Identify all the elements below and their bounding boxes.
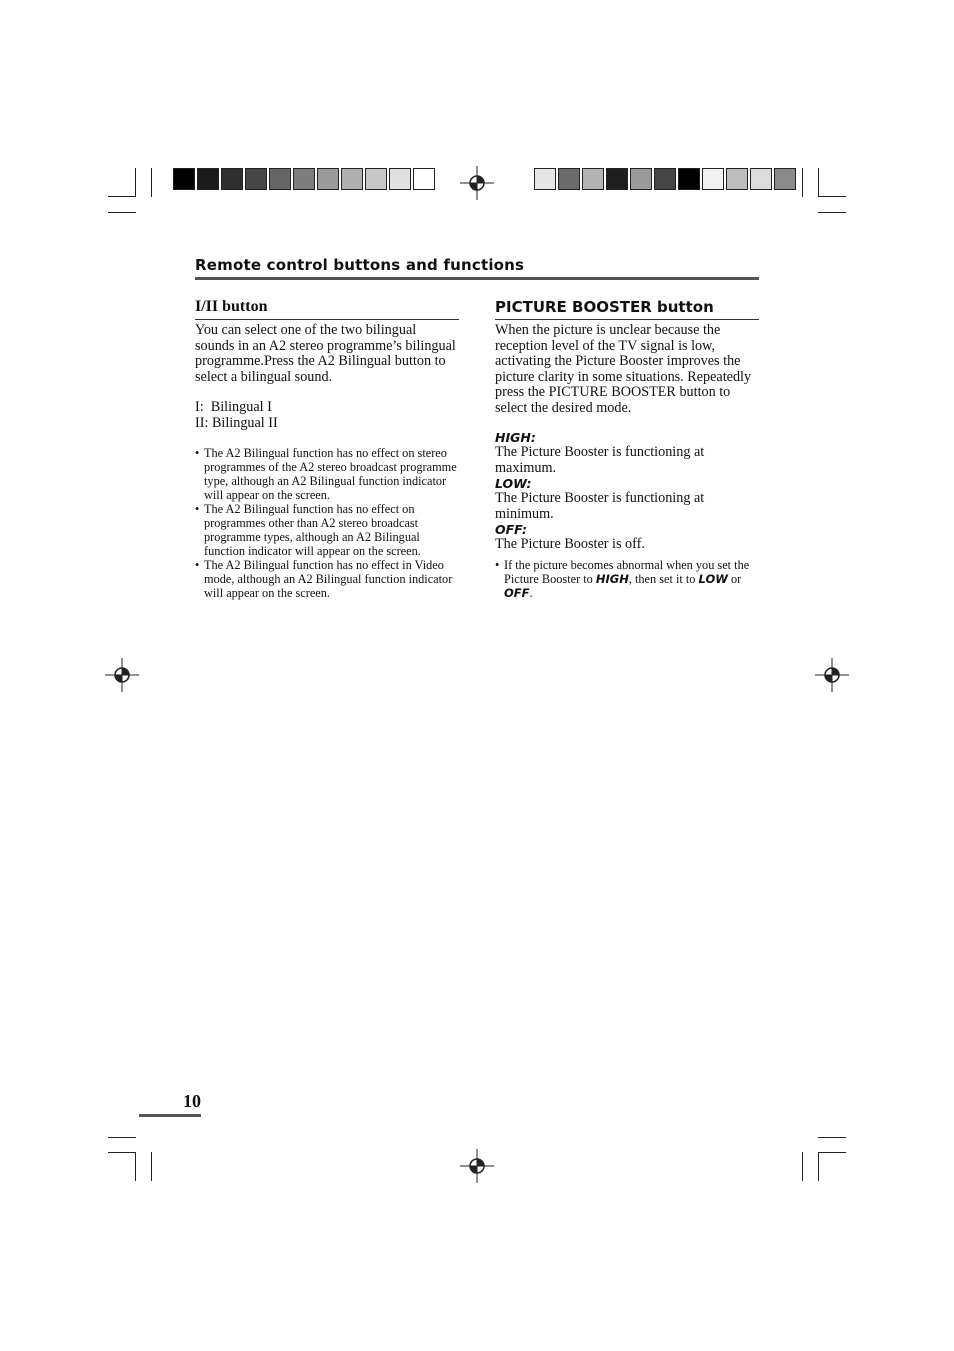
calibration-strip-left [173,168,437,191]
color-swatch [726,168,748,190]
i-ii-intro: You can select one of the two bilingual sounds in an A2 stereo programme’s bilingual programme.Press the A2 Bilingual button to select a bilingual sound. [195,322,456,385]
color-swatch [606,168,628,190]
note-text: or [727,571,742,586]
color-swatch [413,168,435,190]
booster-notes [495,558,757,600]
registration-mark-icon [460,166,494,200]
page-number: 10 [139,1091,201,1117]
option-high-desc: The Picture Booster is functioning at maximum. [495,444,705,476]
note-text: , then set it to [628,571,699,586]
color-swatch [341,168,363,190]
color-swatch [630,168,652,190]
color-swatch [389,168,411,190]
color-swatch [221,168,243,190]
color-swatch [293,168,315,190]
color-swatch [365,168,387,190]
color-swatch [173,168,195,190]
note-text: . [529,585,533,600]
mode-bilingual-1: I: Bilingual I [195,399,272,415]
option-high-term: HIGH: [495,430,536,445]
note-item [495,558,757,600]
color-swatch [558,168,580,190]
color-swatch [582,168,604,190]
color-swatch [702,168,724,190]
note-term-low: LOW [698,571,728,586]
bilingual-modes [195,400,457,431]
picture-booster-heading: PICTURE BOOSTER button [495,298,759,320]
right-column [495,323,757,600]
option-low-desc: The Picture Booster is functioning at minimum. [495,490,705,522]
color-swatch [654,168,676,190]
section-title: Remote control buttons and functions [195,256,759,280]
color-swatch [534,168,556,190]
note-term-off: OFF [504,585,530,600]
color-swatch [774,168,796,190]
i-ii-notes [195,446,457,600]
option-low-term: LOW: [495,476,532,491]
color-swatch [245,168,267,190]
calibration-strip-right [534,168,798,191]
registration-mark-icon [105,658,139,692]
note-item: • The A2 Bilingual function has no effect in Video mode, although an A2 Bilingual function indicator will appear on the screen. [195,558,457,600]
i-ii-button-heading: I/II button [195,298,459,320]
note-item: • The A2 Bilingual function has no effect on programmes other than A2 stereo broadcast programme types, although an A2 Bilingual function indicator will appear on the screen. [195,502,457,558]
option-off-desc: The Picture Booster is off. [495,536,645,552]
color-swatch [317,168,339,190]
color-swatch [197,168,219,190]
registration-mark-icon [460,1149,494,1183]
picture-booster-intro: When the picture is unclear because the reception level of the TV signal is low, activating the Picture Booster improves the picture clarity in some situations. Repeatedly press the PICTURE BOOSTER button to select the desired mode. [495,322,752,416]
color-swatch [678,168,700,190]
note-text: If the picture becomes abnormal when you set the Picture Booster to [504,557,750,586]
left-column [195,323,457,600]
registration-mark-icon [815,658,849,692]
booster-options [495,430,757,553]
color-swatch [750,168,772,190]
note-term-high: HIGH [595,571,629,586]
color-swatch [269,168,291,190]
mode-bilingual-2: II: Bilingual II [195,414,278,431]
option-off-term: OFF: [495,522,528,537]
note-item: • The A2 Bilingual function has no effect on stereo programmes of the A2 stereo broadcast programme type, although an A2 Bilingual function indicator will appear on the screen. [195,446,457,502]
